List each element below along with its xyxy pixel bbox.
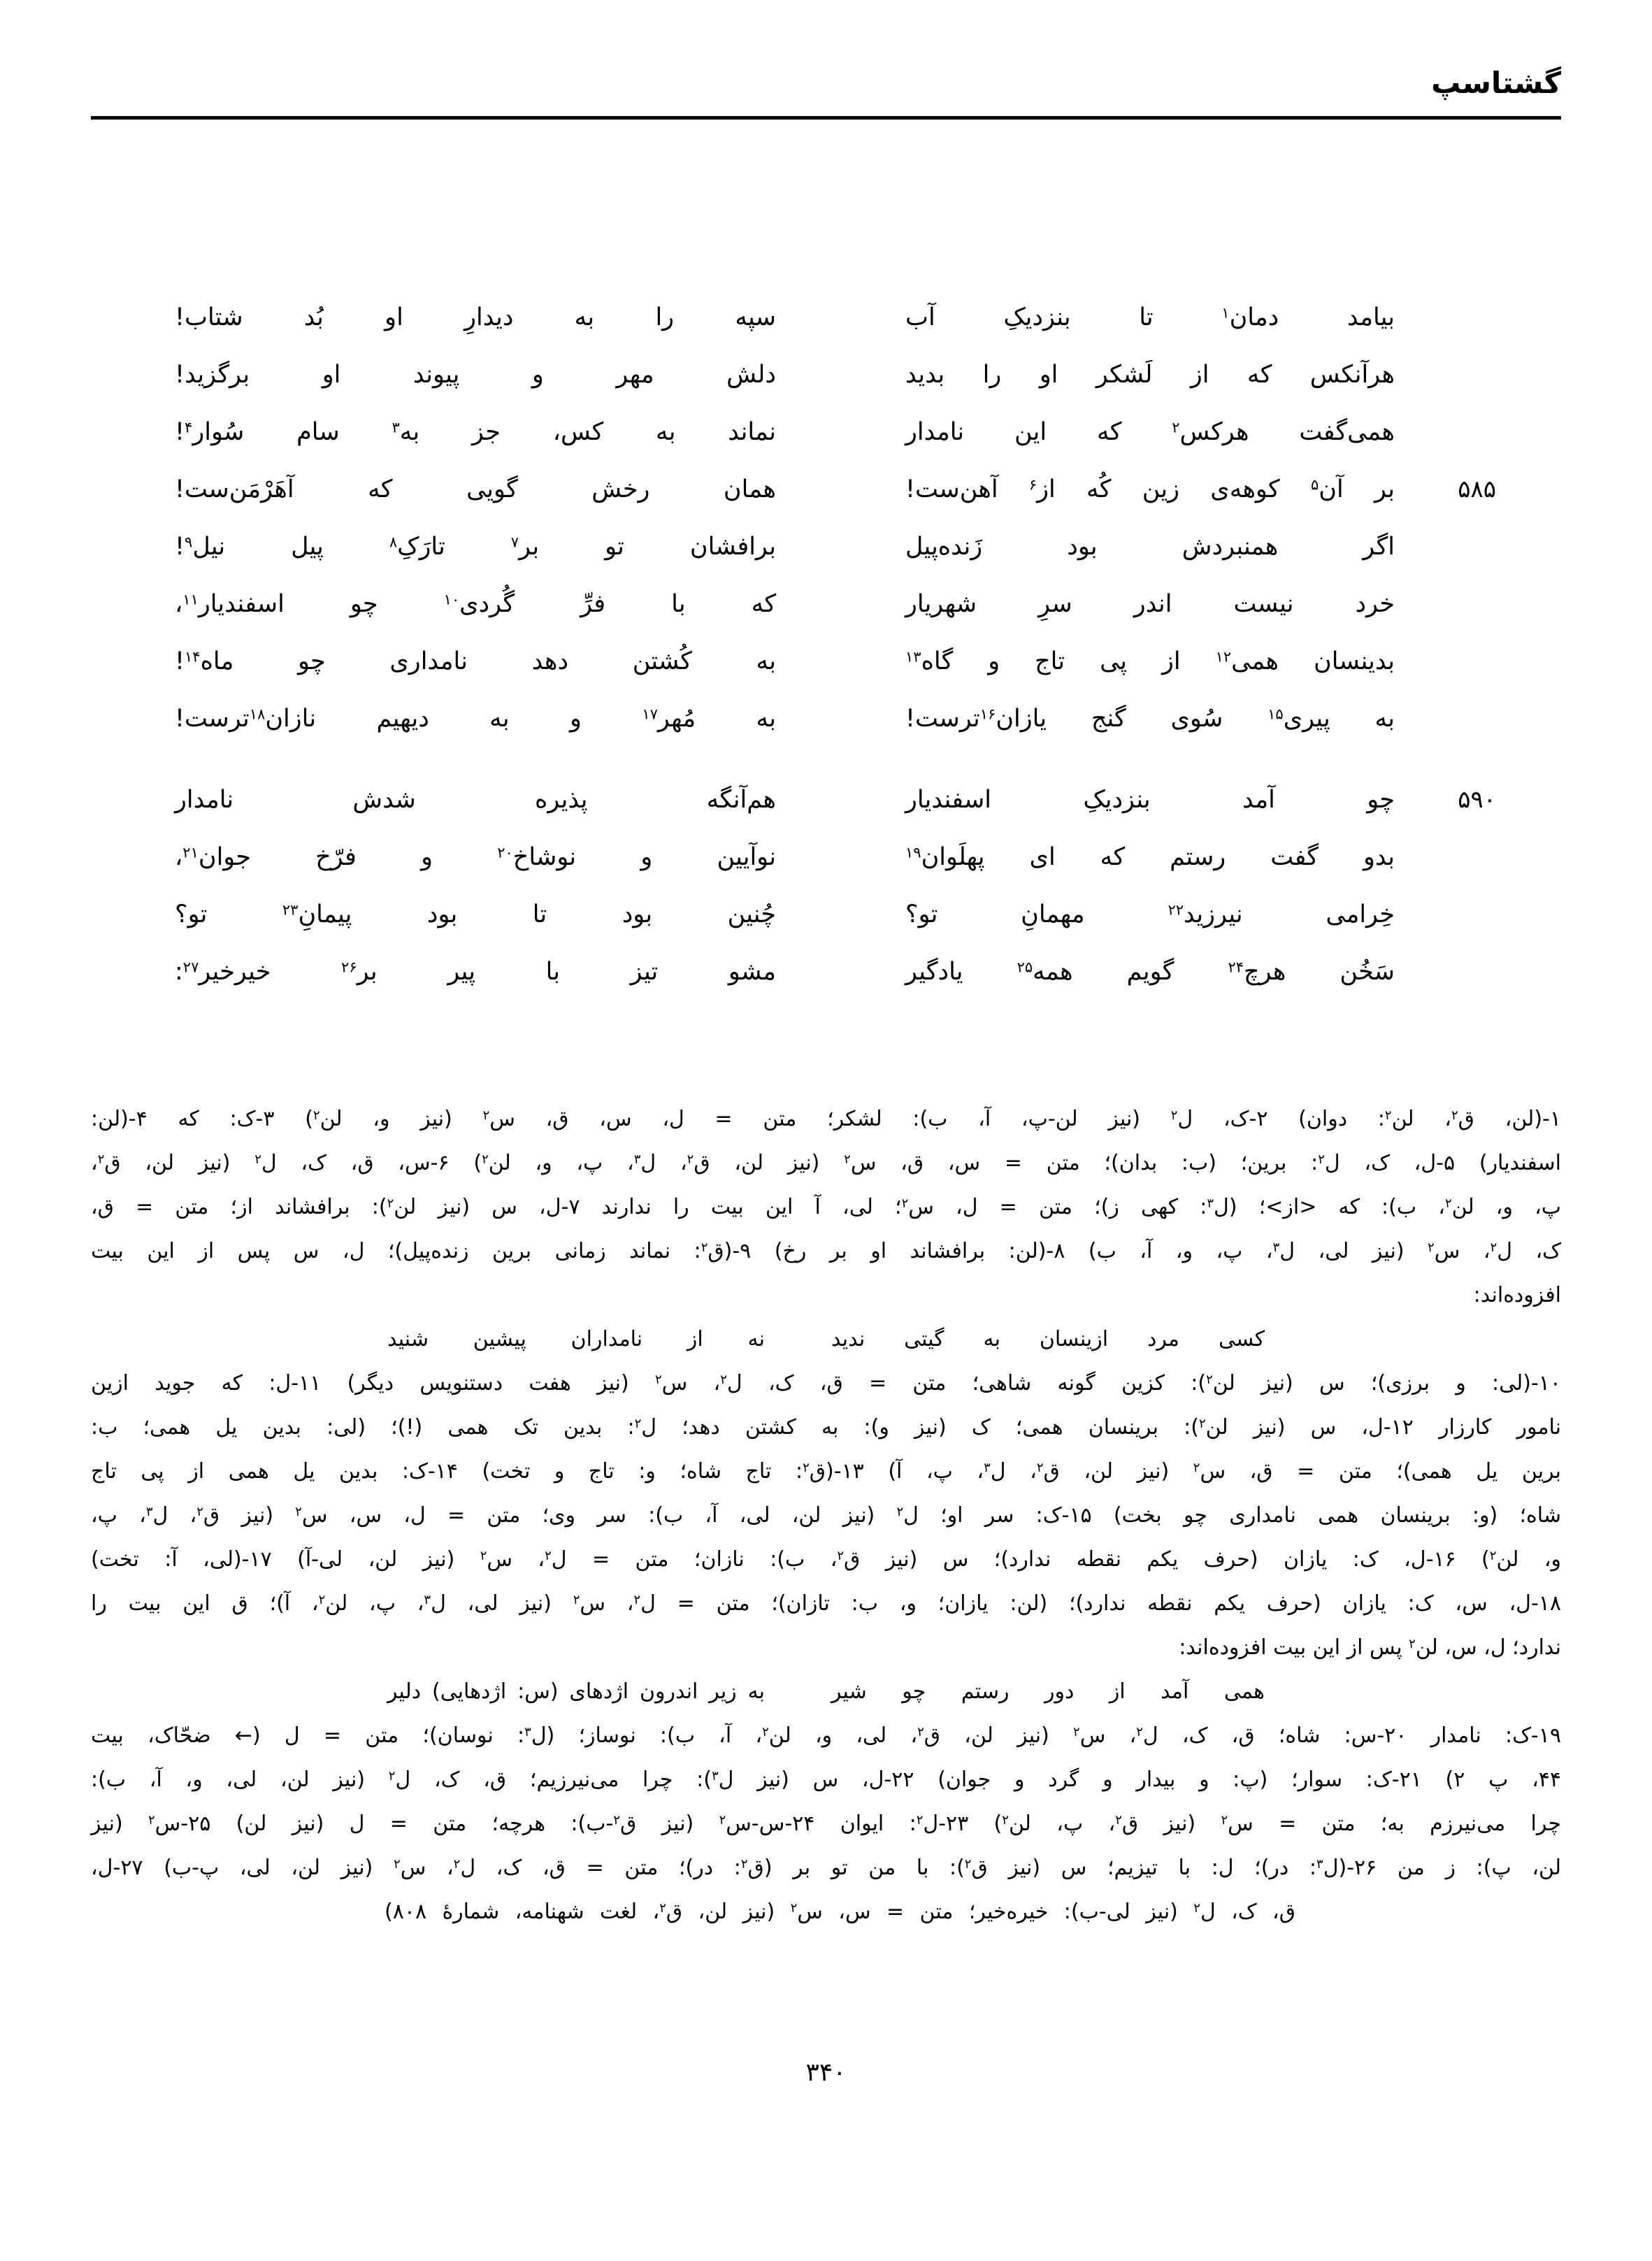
hemistich-first: هرآنکس که از لَشکر او را بدید [905,361,1395,389]
hemistich-second: همان رخش گویی که آهَرْمَن‌ست! [175,475,776,503]
couplet-row [175,771,1496,828]
footnote-line: شاه؛ (و: برینسان همی نامداری چو بخت) ۱۵-ک: سر او؛ ل$^۲$ (نیز لن، لی، آ، ب): سر وی؛ متن = ل، س، س$^۲$ (نیز ق$^۲$، ل$^۳$، پ، [91,1503,1561,1528]
hemistich-second: نماند به کس، جز به$^۳$ سام سُوار$^۴$! [175,418,776,446]
hemistich-second: به کُشتن دهد نامداری چو ماه$^{۱۴}$! [175,647,776,675]
hemistich-first: بر آن$^۵$ کوهه‌ی زین کُه از$^۶$ آهن‌ست! [905,475,1395,503]
footnote-line: افزوده‌اند: [1473,1283,1561,1307]
footnote-line: ۱۹-ک: نامدار ۲۰-س: شاه؛ ق، ک، ل$^۲$، س$^۲$ (نیز لن، ق$^۲$، لی، و، لن$^۲$، آ، ب): نوساز؛ (ل$^۳$: نوسان)؛ متن = ل (← ضحّاک، بیت [91,1723,1561,1748]
inset-hemistich-second: به زیر اندرون اژدهای (س: اژدهایی) دلیر [387,1679,765,1704]
inset-hemistich-first: کسی مرد ازینسان به گیتی ندید [831,1327,1265,1351]
hemistich-second: که با فرِّ گُردی$^{۱۰}$ چو اسفندیار$^{۱۱}$، [175,590,776,618]
footnote-line: ۱-(لن، ق$^۲$، لن$^۲$: دوان) ۲-ک، ل$^۲$ (نیز لن-پ، آ، ب): لشکر؛ متن = ل، س، ق، س$^۲$ (نیز و، لن$^۲$) ۳-ک: که ۴-(لن: [91,1107,1561,1131]
footnote-inset-verse [91,1670,1561,1714]
hemistich-first: به پیری$^{۱۵}$ سُوی گنج یازان$^{۱۶}$ترست! [905,705,1395,733]
couplet-row [175,289,1496,346]
hemistich-second: به مُهر$^{۱۷}$ و به دیهیم نازان$^{۱۸}$ترست! [175,705,776,733]
verse-number: ۵۹۰ [1458,786,1496,814]
footnote-line: ۱۰-(لی: و برزی)؛ س (نیز لن$^۲$): کزین گونه شاهی؛ متن = ق، ک، ل$^۲$، س$^۲$ (نیز هفت دستنویس دیگر) ۱۱-ل: که جوید ازین [91,1371,1562,1395]
couplet-row [175,828,1496,886]
couplet-row [175,633,1496,690]
hemistich-first: خِرامی نیرزید$^{۲۲}$ مهمانِ تو؟ [905,900,1395,928]
critical-apparatus [91,1097,1561,1934]
footnote-inset-verse [91,1317,1561,1361]
hemistich-second: مشو تیز با پیر بر$^{۲۶}$ خیرخیر$^{۲۷}$: [175,958,776,986]
couplet-row [175,943,1496,1000]
hemistich-first: سَخُن هرچ$^{۲۴}$ گویم همه$^{۲۵}$ یادگیر [905,958,1395,986]
footnote-line: نامور کارزار ۱۲-ل، س (نیز لن$^۲$): برینسان همی؛ ک (نیز و): به کشتن دهد؛ ل$^۲$: بدین تک همی (!)؛ (لی: بدین یل همی؛ ب: [91,1415,1561,1440]
footnote-line: ق، ک، ل$^۲$ (نیز لی-ب): خیره‌خیر؛ متن = س، س$^۲$ (نیز لن، ق$^۲$، لغت شهنامه، شمارهٔ ۸۰۸) [385,1900,1295,1924]
inset-hemistich-second: نه از نامداران پیشین شنید [387,1327,765,1351]
inset-hemistich-first: همی آمد از دور رستم چو شیر [831,1679,1265,1704]
poem-block [175,289,1496,1000]
hemistich-first: همی‌گفت هرکس$^۲$ که این نامدار [905,418,1395,446]
hemistich-second: سپه را به دیدارِ او بُد شتاب! [175,303,776,331]
page-header [91,62,1561,120]
couplet-row [175,690,1496,747]
hemistich-second: چُنین بود تا بود پیمانِ$^{۲۳}$ تو؟ [175,900,776,928]
footnote-line: ۱۸-ل، س، ک: یازان (حرف یکم نقطه ندارد)؛ (لن: یازان؛ و، ب: تازان)؛ متن = ل$^۲$، س$^۲$ (نیز لی، ل$^۳$، پ، لن$^۲$، آ)؛ ق این بیت را [91,1591,1561,1616]
header-rule [91,116,1561,120]
hemistich-second: هم‌آنگه پذیره شدش نامدار [175,786,776,814]
page-number: ۳۴۰ [805,2058,847,2087]
hemistich-second: برافشان تو بر$^۷$ تارَکِ$^۸$ پیل نیل$^۹$! [175,533,776,561]
couplet-row [175,461,1496,518]
hemistich-second: دلش مهر و پیوند او برگزید! [175,361,776,389]
hemistich-first: بیامد دمان$^۱$ تا بنزدیکِ آب [905,303,1395,331]
footnote-line: و، لن$^۲$) ۱۶-ل، ک: یازان (حرف یکم نقطه ندارد)؛ س (نیز ق$^۲$، ب): نازان؛ متن = ل$^۲$، س$^۲$ (نیز لن، لی-آ) ۱۷-(لی، آ: تخت) [91,1547,1561,1572]
couplet-row [175,346,1496,403]
hemistich-first: بدو گفت رستم که ای پهلَوان$^{۱۹}$ [905,843,1395,871]
couplet-row [175,575,1496,633]
hemistich-second: نوآیین و نوشاخ$^{۲۰}$ و فرّخ جوان$^{۲۱}$، [175,843,776,871]
verse-number: ۵۸۵ [1458,475,1496,503]
footnote-line: اسفندیار) ۵-ل، ک، ل$^۲$: برین؛ (ب: بدان)؛ متن = س، ق، س$^۲$ (نیز لن، ق$^۲$، ل$^۳$، پ، و، لن$^۲$) ۶-س، ق، ک، ل$^۲$ (نیز لن، ق$^۲$، [91,1151,1561,1175]
hemistich-first: چو آمد بنزدیکِ اسفندیار [905,786,1395,814]
footnote-line: لن، پ): ز من ۲۶-(ل$^۳$: در)؛ ل: با تیزیم؛ س (نیز ق$^۲$): با من تو بر (ق$^۲$: در)؛ متن = ق، ک، ل$^۲$، س$^۲$ (نیز لن، لی، پ-ب) ۲۷-ل، [91,1856,1562,1880]
footnote-line: پ، و، لن$^۲$، ب): که <از>؛ (ل$^۳$: کهی ز)؛ متن = ل، س$^۲$؛ لی، آ این بیت را ندارند ۷-ل، س (نیز لن$^۲$): برافشاند از؛ متن = ق، [91,1195,1562,1219]
footnote-line: ک، ل$^۲$، س$^۲$ (نیز لی، ل$^۳$، پ، و، آ، ب) ۸-(لن: برافشاند او بر رخ) ۹-(ق$^۲$: نماند زمانی برین زنده‌پیل)؛ ل، س پس از این بیت [91,1239,1562,1263]
hemistich-first: خرد نیست اندر سرِ شهریار [905,590,1395,618]
footnote-line: برین یل همی)؛ متن = ق، س$^۲$ (نیز لن، ق$^۲$، ل$^۳$، پ، آ) ۱۳-(ق$^۲$: تاج شاه؛ و: تاج و تخت) ۱۴-ک: بدین یل همی از پی تاج [91,1459,1561,1484]
footnote-line: چرا می‌نیرزم به؛ متن = س$^۲$ (نیز ق$^۲$، پ، لن$^۲$) ۲۳-ل$^۲$: ایوان ۲۴-س-س$^۲$ (نیز ق$^۲$-ب): هرچه؛ متن = ل (نیز لن) ۲۵-س$^۲$ (نیز [91,1811,1561,1836]
footnote-line: ندارد؛ ل، س، لن$^۲$ پس از این بیت افزوده‌اند: [1179,1635,1561,1660]
footnote-line: ۴۴، پ ۲) ۲۱-ک: سوار؛ (پ: و بیدار و گرد و جوان) ۲۲-ل، س (نیز ل$^۳$): چرا می‌نیرزیم؛ ق، ک، ل$^۲$ (نیز لن، لی، و، آ، ب): [91,1767,1562,1792]
hemistich-first: بدینسان همی$^{۱۲}$ از پی تاج و گاه$^{۱۳}$ [905,647,1395,675]
hemistich-first: اگر همنبردش بود زَنده‌پیل [905,533,1395,561]
running-head-title: گشتاسپ [1431,66,1561,100]
couplet-row [175,886,1496,943]
couplet-row [175,403,1496,461]
couplet-row [175,518,1496,575]
